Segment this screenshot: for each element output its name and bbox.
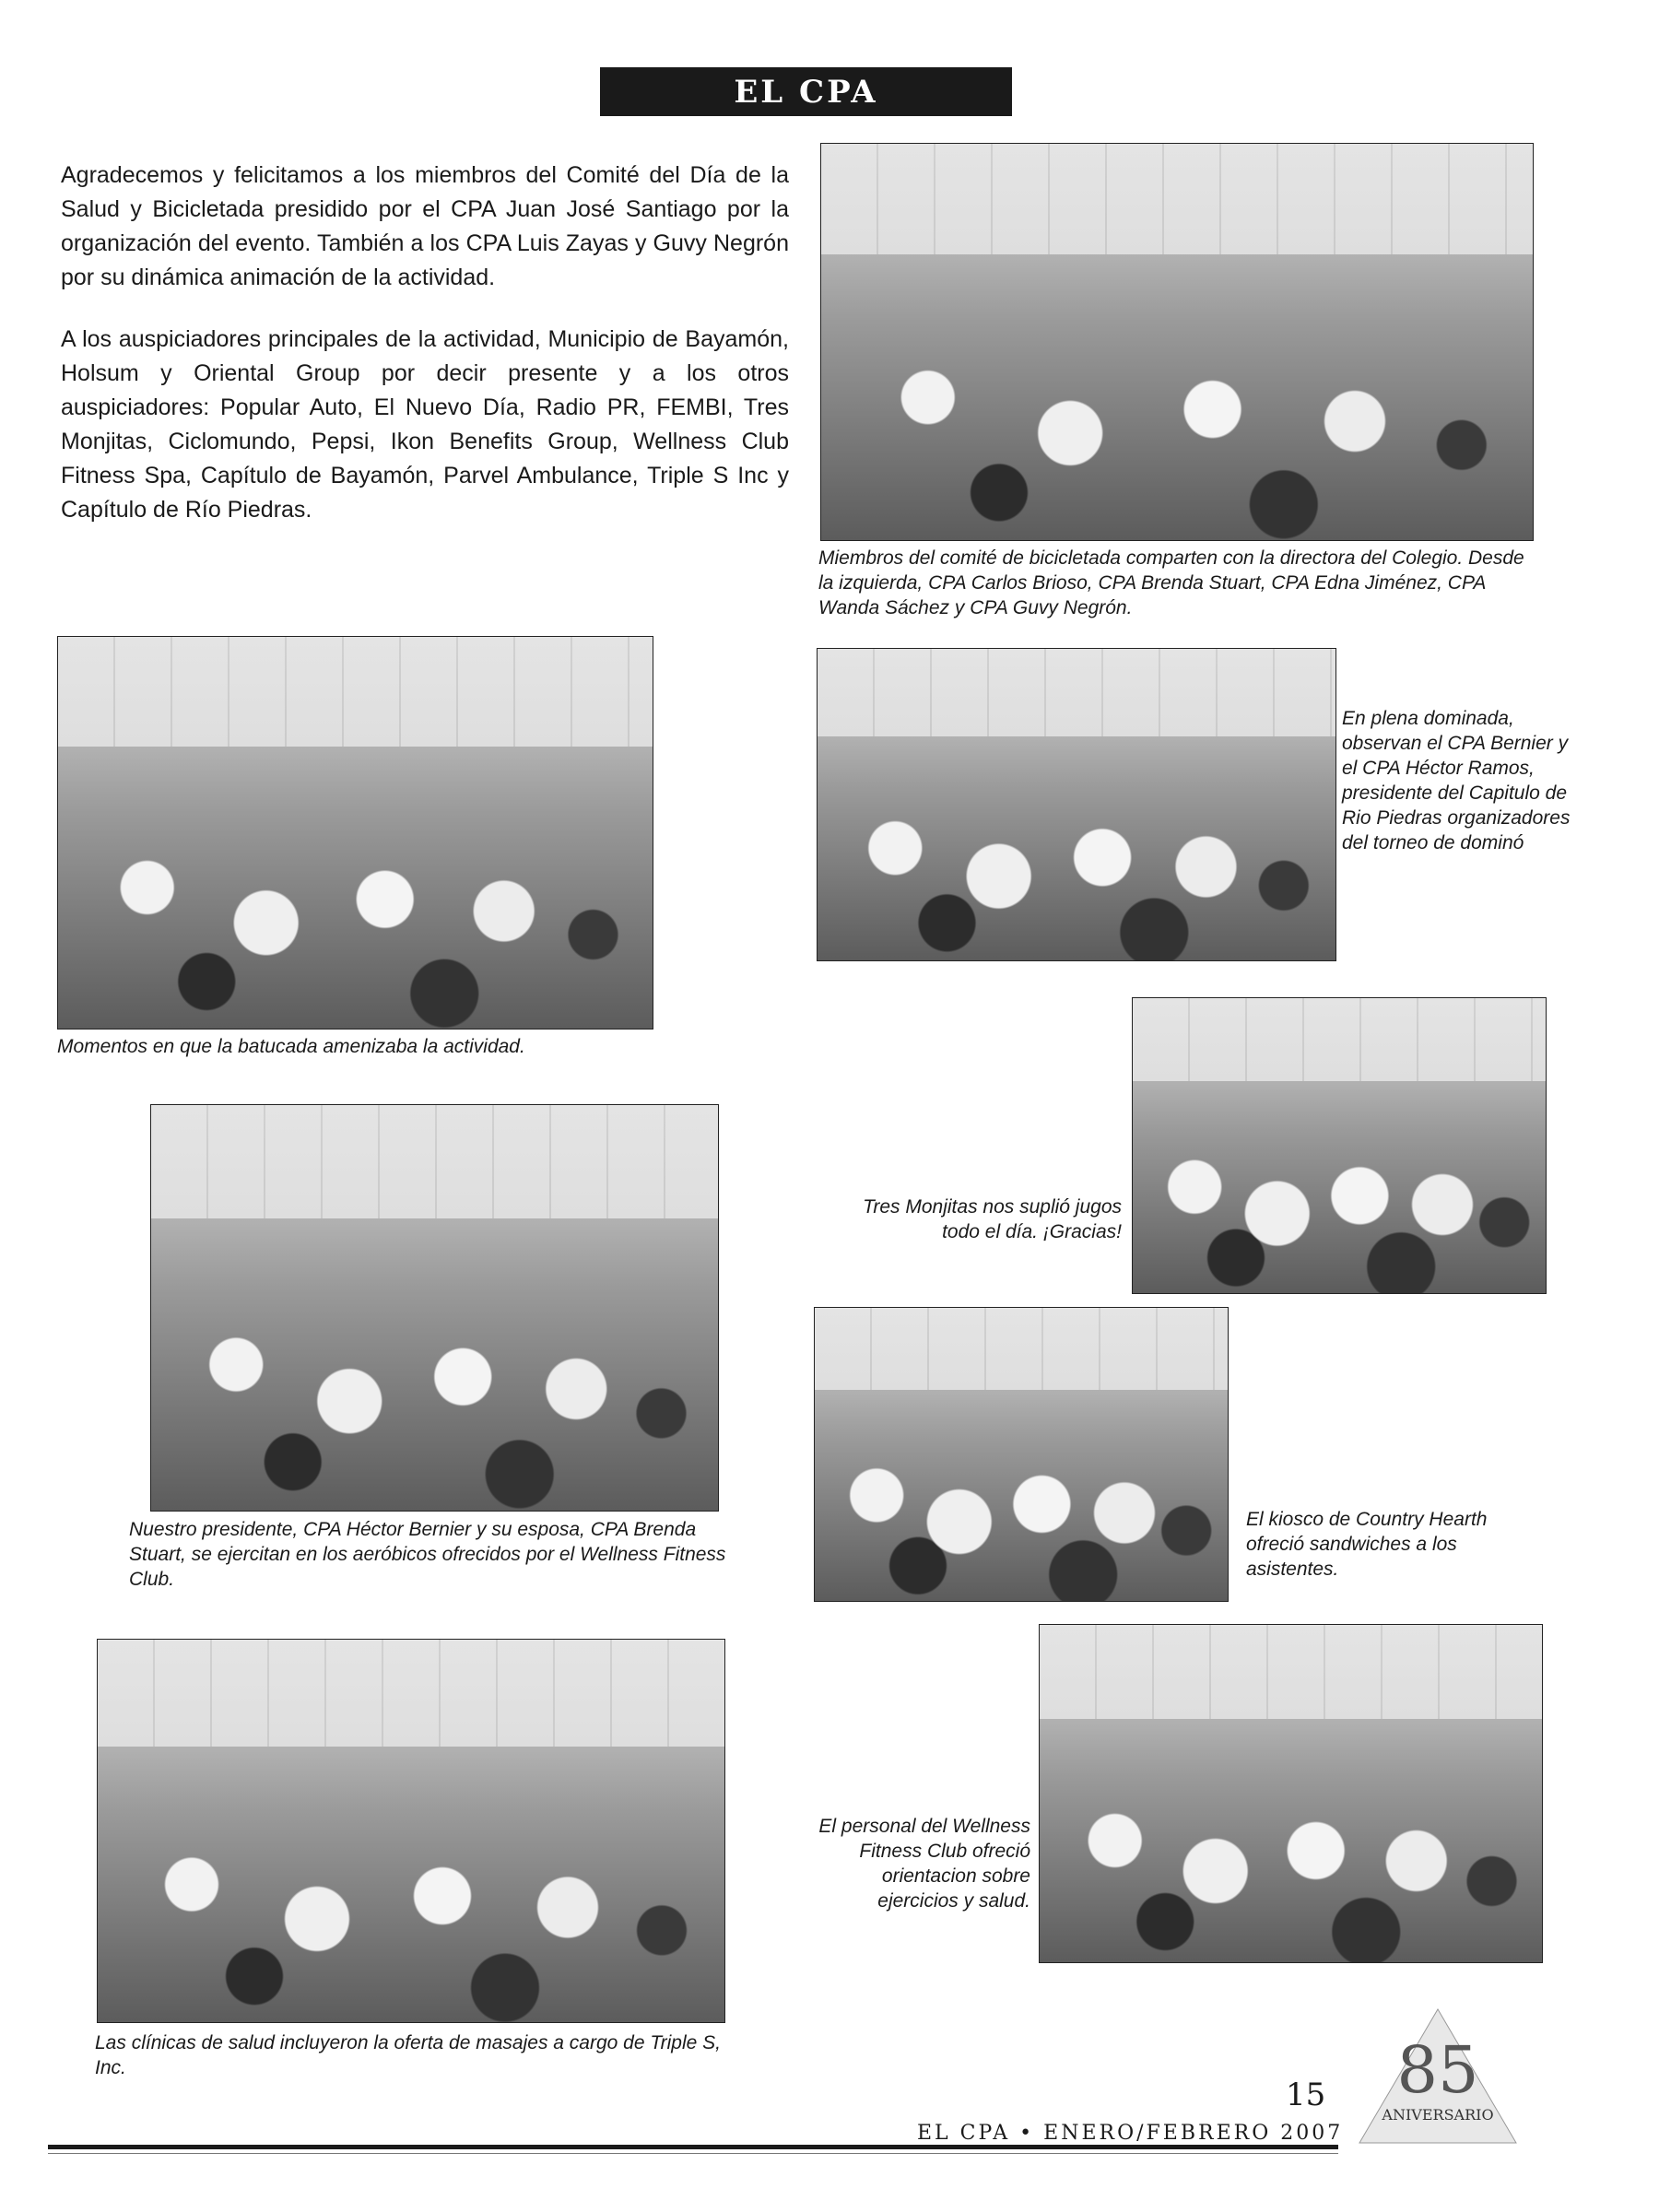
monjitas-caption: Tres Monjitas nos suplió jugos todo el día. ¡Gracias!: [863, 1196, 1122, 1242]
section-header: EL CPA: [600, 67, 1012, 116]
wellness-caption: El personal del Wellness Fitness Club ofreció orientacion sobre ejercicios y salud.: [818, 1816, 1030, 1912]
page-number: 15: [1286, 2077, 1326, 2113]
aerobics-photo: [150, 1104, 719, 1512]
country-hearth-photo: [814, 1307, 1229, 1602]
publication-line: EL CPA • ENERO/FEBRERO 2007: [917, 2122, 1344, 2145]
batucada-caption: Momentos en que la batucada amenizaba la actividad.: [57, 1036, 525, 1057]
anniversary-logo: [1355, 2005, 1521, 2152]
footer-rule: [48, 2145, 1338, 2149]
logo-number: 85: [1396, 2032, 1479, 2108]
committee-caption: Miembros del comité de bicicletada comparten con la directora del Colegio. Desde la izquierda, CPA Carlos Brioso, CPA Brenda Stuart, CPA Edna Jiménez, CPA Wanda Sáchez y CPA Guvy Negrón.: [818, 547, 1524, 618]
logo-word: ANIVERSARIO: [1382, 2106, 1494, 2124]
intro-paragraph-1: Agradecemos y felicitamos a los miembros del Comité del Día de la Salud y Bicicletada presidido por el CPA Juan José Santiago por la organización del evento. También a los CPA Luis Zayas y Guvy Negrón por su dinámica animación de la actividad.: [61, 162, 789, 290]
intro-paragraph-2: A los auspiciadores principales de la actividad, Municipio de Bayamón, Holsum y Oriental Group por decir presente y a los otros auspiciadores: Popular Auto, El Nuevo Día, Radio PR, FEMBI, Tres Monjitas, Ciclomundo, Pepsi, Ikon Benefits Group, Wellness Club Fitness Spa, Capítulo de Bayamón, Parvel Ambulance, Triple S Inc y Capítulo de Río Piedras.: [61, 326, 789, 523]
domino-photo: [817, 648, 1336, 961]
domino-caption: En plena dominada, observan el CPA Bernier y el CPA Héctor Ramos, presidente del Capitulo de Rio Piedras organizadores del torneo de dominó: [1342, 708, 1571, 853]
footer-rule-thin: [48, 2153, 1338, 2154]
batucada-photo: [57, 636, 653, 1030]
country-hearth-caption: El kiosco de Country Hearth ofreció sandwiches a los asistentes.: [1246, 1509, 1488, 1580]
massages-photo: [97, 1639, 725, 2023]
monjitas-photo: [1132, 997, 1547, 1294]
committee-photo: [820, 143, 1534, 541]
massages-caption: Las clínicas de salud incluyeron la oferta de masajes a cargo de Triple S, Inc.: [95, 2032, 721, 2078]
intro-text: [61, 159, 789, 555]
aerobics-caption: Nuestro presidente, CPA Héctor Bernier y su esposa, CPA Brenda Stuart, se ejercitan en los aeróbicos ofrecidos por el Wellness Fitness Club.: [129, 1519, 726, 1590]
wellness-photo: [1039, 1624, 1543, 1963]
